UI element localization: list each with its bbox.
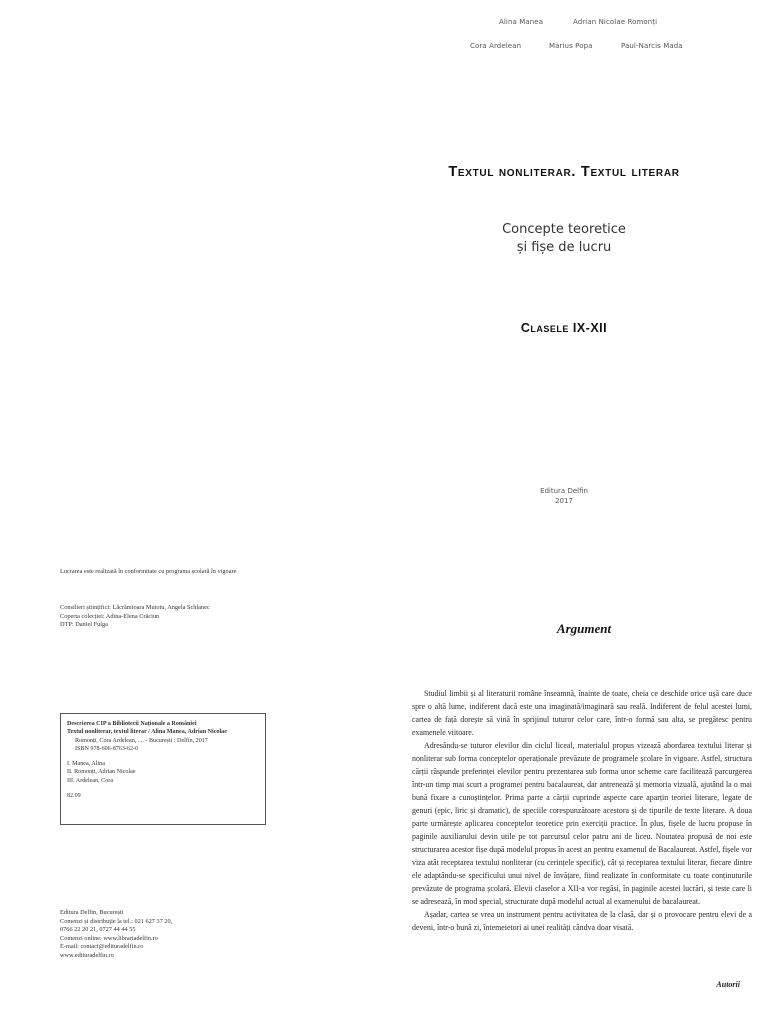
cip-line: I. Manea, Alina (67, 761, 105, 768)
book-subtitle (360, 221, 768, 257)
conformity-note: Lucrarea este realizată în conformitate cu programa școlară în vigoare (60, 568, 237, 575)
cip-record-box (60, 713, 266, 825)
cip-heading: Descrierea CIP a Bibliotecii Naționale a României (67, 721, 197, 727)
contact-block (60, 909, 172, 961)
cip-line: Romonți, Cora Ardelean, .... - București : Delfin, 2017 (75, 737, 208, 744)
author-name: Alina Manea (499, 18, 544, 26)
authors-signature: Autorii (716, 980, 740, 989)
cip-line: II. Romonți, Adrian Nicolae (67, 769, 136, 776)
contact-line: Comenzi online: www.librariadelfin.ro (60, 934, 158, 942)
author-name: Cora Ardelean (470, 42, 522, 50)
subtitle-line: Concepte teoretice (502, 222, 626, 237)
author-name: Marius Popa (549, 42, 593, 50)
argument-paragraph: Studiul limbii și al literaturii române înseamnă, înainte de toate, cheia ce deschide orice ușă care duce spre o altă lume, indiferent dacă este una imaginată/imaginară sau reală. Indiferent de felul acestei lumi, cartea de față dorește să vină în sprijinul tuturor celor care, într-o formă sau alta, se pregătesc pentru examenele viitoare. (412, 689, 752, 737)
contact-line: Comenzi și distribuție la tel.: 021 627 37 20, (60, 917, 173, 925)
author-name: Adrian Nicolae Romonți (573, 18, 658, 26)
publication-year: 2017 (555, 497, 573, 505)
contact-email: E-mail: contact@edituradelfin.ro (60, 943, 144, 951)
contact-line: 0766 22 20 21, 0727 44 44 55 (60, 926, 136, 934)
credits-block (60, 604, 210, 630)
cip-line: III. Ardelean, Cora (67, 777, 114, 784)
publisher-name: Editura Delfin (540, 487, 588, 495)
argument-paragraph: Așadar, cartea se vrea un instrument pentru activitatea de la clasă, dar și o provocare pentru elevi de a deveni, într-o bună zi, întemeietori ai unei realități cândva doar visată. (412, 910, 752, 932)
cip-title: Textul nonliterar, textul literar / Alina Manea, Adrian Nicolae (67, 729, 227, 736)
argument-paragraph: Adresându-se tuturor elevilor din ciclul liceal, materialul propus vizează abordarea textului literar și nonliterar sub forma conceptelor operaționale prevăzute de programele școlare în vigoare. Astfel, structura cărții răspunde preferinței elevilor pentru prezentarea sub forma unor scheme care facilitează parcurgerea într-un timp mai scurt a programei pentru bacalaureat, dar antrenează și memoria vizuală, ajutând la o mai bună fixare a cunoștințelor. Prima parte a cărții cuprinde aspecte care aparțin teoriei literare, legate de genuri (epic, liric și dramatic), de speciile corespunzătoare acestora și de tipurile de texte literare. A doua parte urmărește aplicarea conceptelor teoretice prin exerciții practice. În plus, fișele de lucru propuse în paginile auxiliarului devin utile pe tot parcursul celor patru ani de liceu. Noutatea propusă de noi este structurarea acestor fișe după modelul propus în acest an pentru examenul de Bacalaureat. Astfel, fișele vor viza atât receptarea textului nonliterar (cu cerințele specific), cât și receptarea textului literar, fiecare dintre ele adaptându-se specificului unui nivel de învățare, fiind realizate în conformitate cu toate conținuturile prevăzute de programa școlară. Elevii claselor a XII-a vor regăsi, în paginile acestei lucrări, și teste care li se adresează, în mod special, structurate după modelul actual al examenului de bacalaureat. (412, 741, 752, 906)
credit-line: Coperta colecției: Adina-Elena Crăciun (60, 612, 160, 620)
contact-website: www.edituradelfin.ro (60, 951, 114, 959)
subtitle-line: și fișe de lucru (516, 240, 612, 255)
book-title: Textul nonliterar. Textul literar (448, 164, 680, 180)
publisher-block (360, 486, 768, 506)
grade-levels: Clasele IX-XII (520, 321, 608, 335)
argument-heading: Argument (556, 621, 612, 636)
contact-line: Editura Delfin, București (60, 909, 124, 916)
credit-line: Consilieri științifici: Lăcrămioara Mutoiu, Angela Schlanec (60, 604, 210, 611)
argument-body (412, 687, 752, 934)
author-name: Paul-Narcis Mada (621, 42, 683, 50)
cip-classification: 82.09 (67, 793, 81, 800)
cip-line (67, 728, 259, 736)
cip-isbn: ISBN 978-606-8763-62-0 (75, 745, 139, 752)
credit-line: DTP: Daniel Fulga (60, 621, 108, 629)
